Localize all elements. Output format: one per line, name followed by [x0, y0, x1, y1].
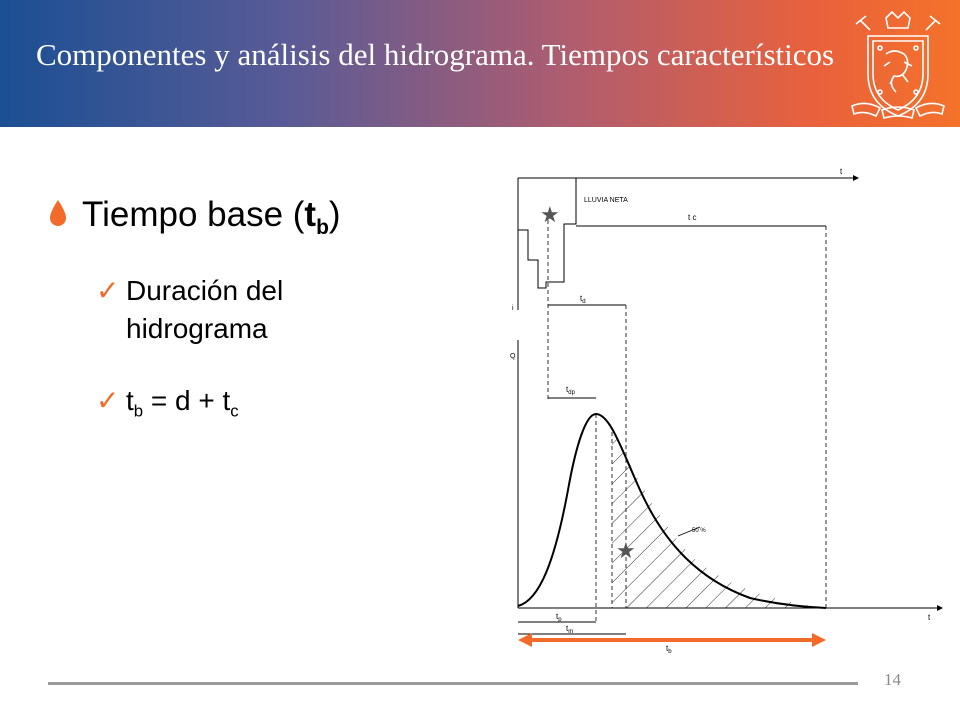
- footer-divider: [48, 682, 858, 685]
- q-axis-label: Q: [510, 353, 516, 360]
- tp-label: $t_p$: [556, 612, 562, 623]
- star-icon: ★: [540, 202, 560, 227]
- tb-label: $t_b$: [666, 644, 672, 655]
- sub-bullet-duration: [96, 272, 396, 348]
- hydrograph-diagram: [500, 160, 960, 660]
- rain-label: LLUVIA NETA: [584, 197, 628, 204]
- tm-label: $t_m$: [566, 624, 574, 635]
- main-bullet-text: Tiempo base (: [82, 195, 305, 234]
- title-banner: [0, 0, 960, 127]
- main-bullet-after: ): [328, 195, 341, 234]
- hydrograph-axes: [518, 340, 942, 608]
- tc-label: t c: [688, 213, 697, 222]
- rainfall-hyetograph: [518, 178, 858, 310]
- i-axis-label: i: [512, 305, 514, 312]
- bottom-axis-label: t: [928, 613, 931, 622]
- main-bullet-sub: b: [316, 216, 329, 239]
- sub-bullet-text: Duración del hidrograma: [126, 275, 284, 344]
- sub-bullet-formula: [96, 382, 239, 431]
- check-icon: ✓: [96, 275, 120, 306]
- formula-sub2: c: [230, 401, 239, 421]
- check-icon: ✓: [96, 385, 120, 416]
- university-crest-icon: [846, 4, 950, 124]
- formula-pre: t: [126, 385, 134, 416]
- top-axis-label: t: [840, 167, 843, 176]
- slide-title: Componentes y análisis del hidrograma. Tiempos característicos: [36, 37, 835, 72]
- page-number: 14: [884, 670, 901, 689]
- star-icon: ★: [616, 538, 636, 563]
- formula-sub1: b: [133, 401, 144, 421]
- tdp-label: $t_{dp}$: [566, 385, 575, 396]
- main-bullet: Tiempo base $(t_b)$: [48, 195, 341, 240]
- pct-label: 50 %: [692, 528, 706, 534]
- td-label: $t_d$: [580, 294, 586, 305]
- drop-icon: [48, 200, 68, 228]
- recession-area: [612, 432, 826, 608]
- formula-mid: = d + t: [143, 385, 231, 416]
- tb-dimension: [518, 633, 826, 647]
